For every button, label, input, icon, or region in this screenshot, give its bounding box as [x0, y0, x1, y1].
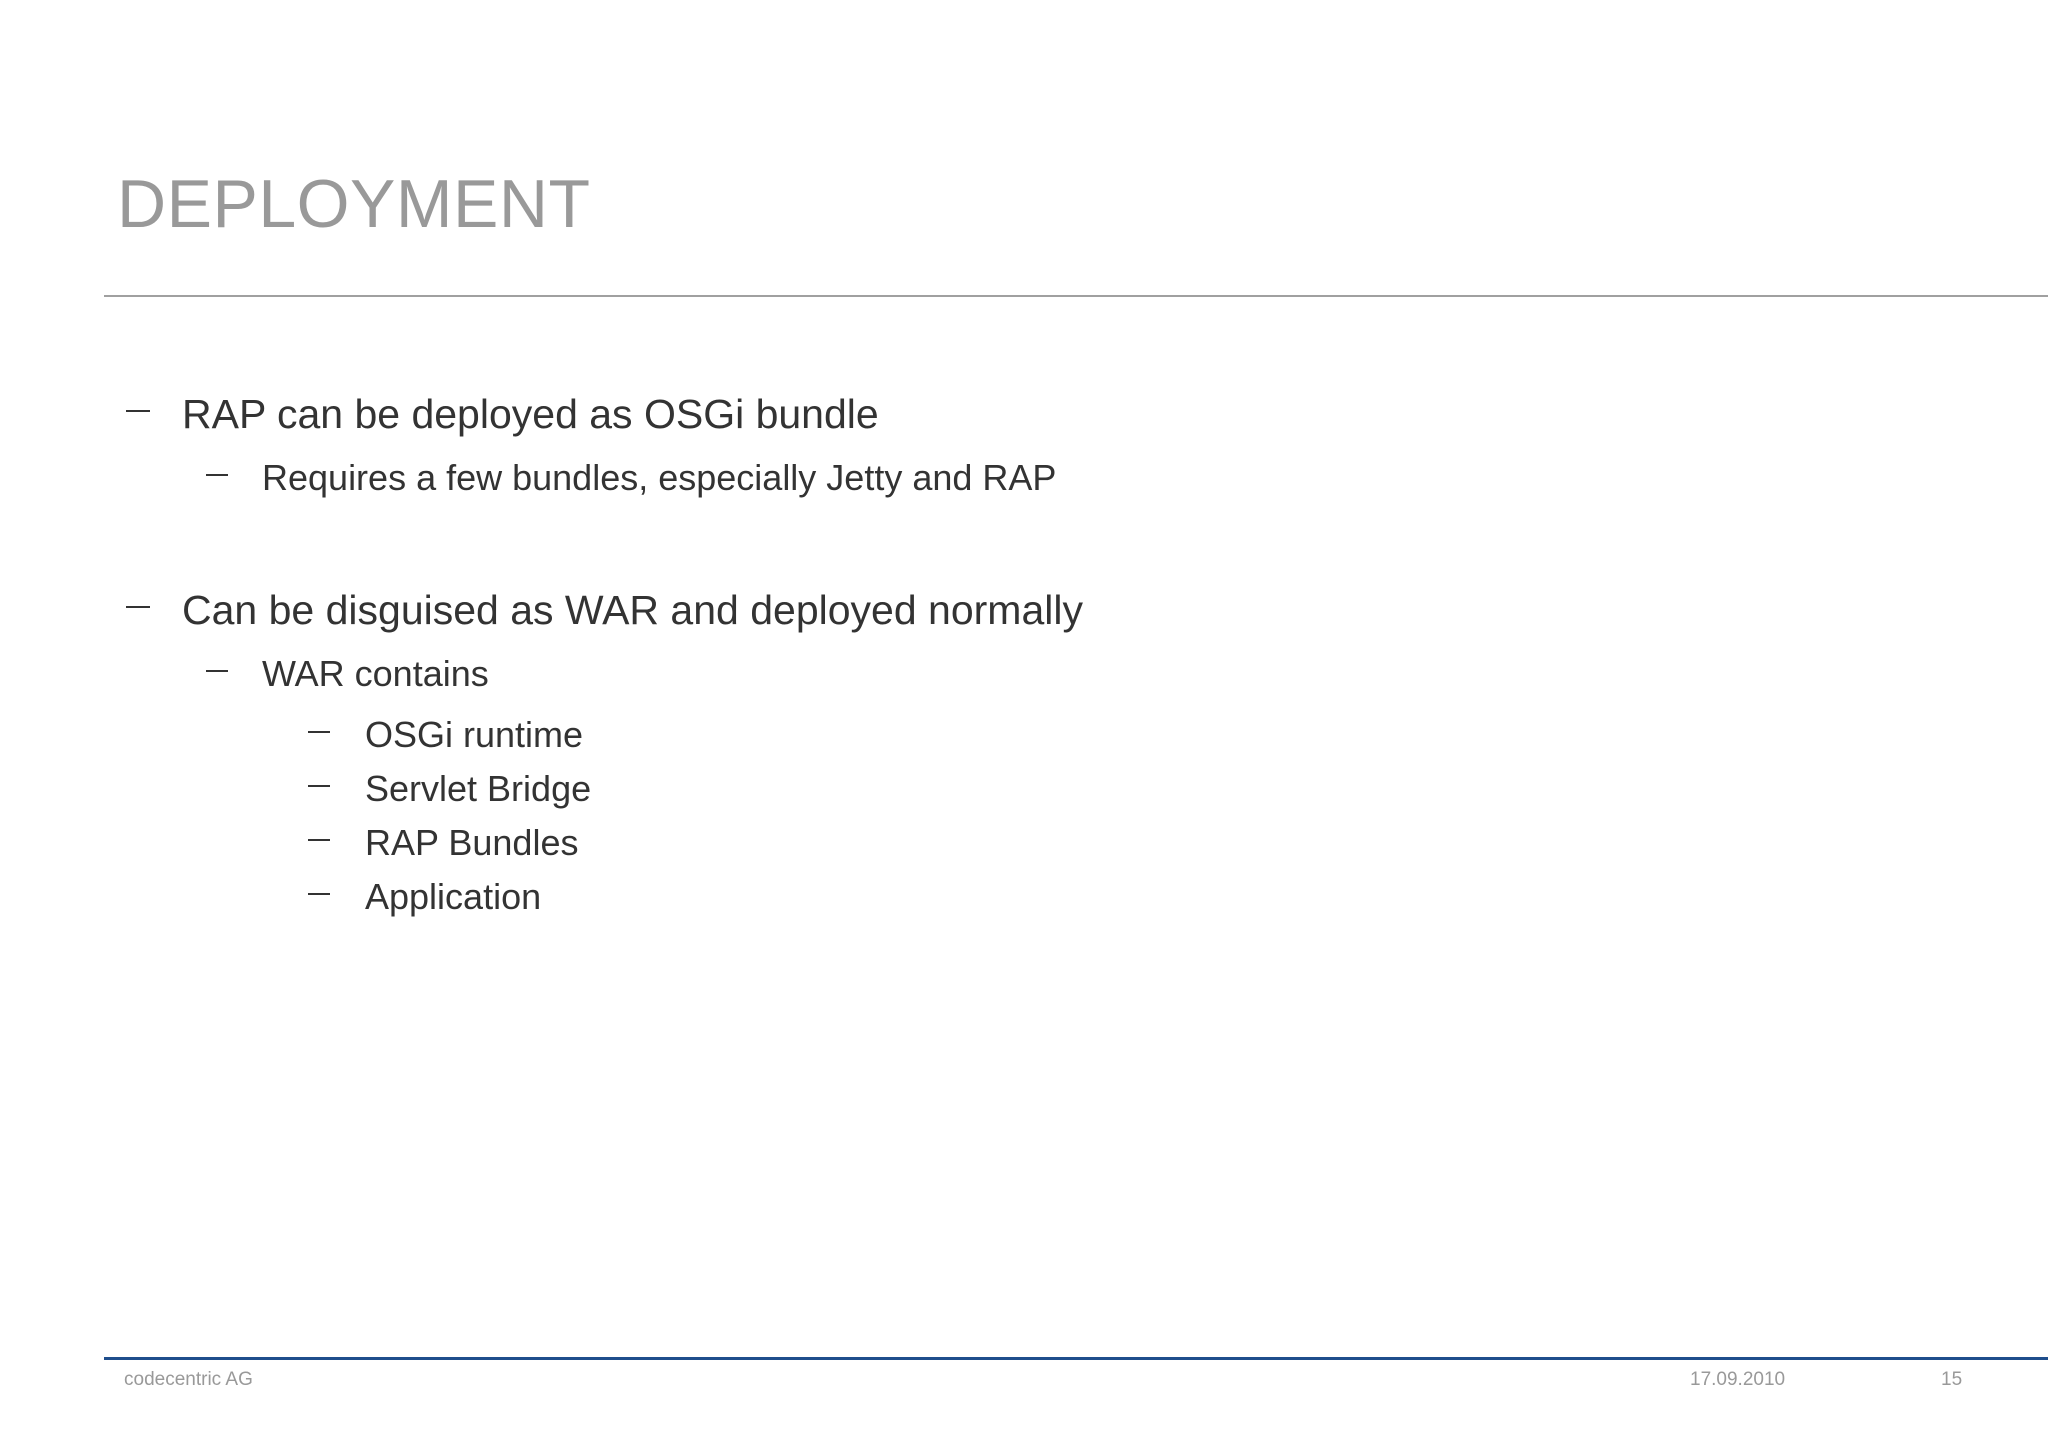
bullet-level-3: RAP Bundles: [365, 822, 579, 863]
title-divider: [104, 295, 2048, 297]
bullet-level-1: Can be disguised as WAR and deployed normally: [182, 587, 1083, 633]
bullet-dash-icon: [308, 893, 330, 895]
bullet-level-1: RAP can be deployed as OSGi bundle: [182, 391, 879, 437]
footer-company: codecentric AG: [124, 1369, 253, 1390]
slide-title: DEPLOYMENT: [117, 166, 591, 242]
bullet-level-3: OSGi runtime: [365, 714, 584, 755]
bullet-level-3: Application: [365, 876, 542, 917]
bullet-dash-icon: [126, 606, 150, 608]
bullet-dash-icon: [206, 474, 228, 476]
bullet-dash-icon: [126, 410, 150, 412]
bullet-dash-icon: [308, 839, 330, 841]
bullet-dash-icon: [308, 785, 330, 787]
bullet-level-3: Servlet Bridge: [365, 768, 592, 809]
footer-date: 17.09.2010: [1690, 1369, 1786, 1390]
bullet-dash-icon: [206, 670, 228, 672]
bullet-level-2: WAR contains: [262, 653, 489, 694]
footer-divider: [104, 1357, 2048, 1360]
bullet-dash-icon: [308, 731, 330, 733]
bullet-level-2: Requires a few bundles, especially Jetty and RAP: [262, 457, 1057, 498]
footer-page-number: 15: [1941, 1369, 1963, 1390]
